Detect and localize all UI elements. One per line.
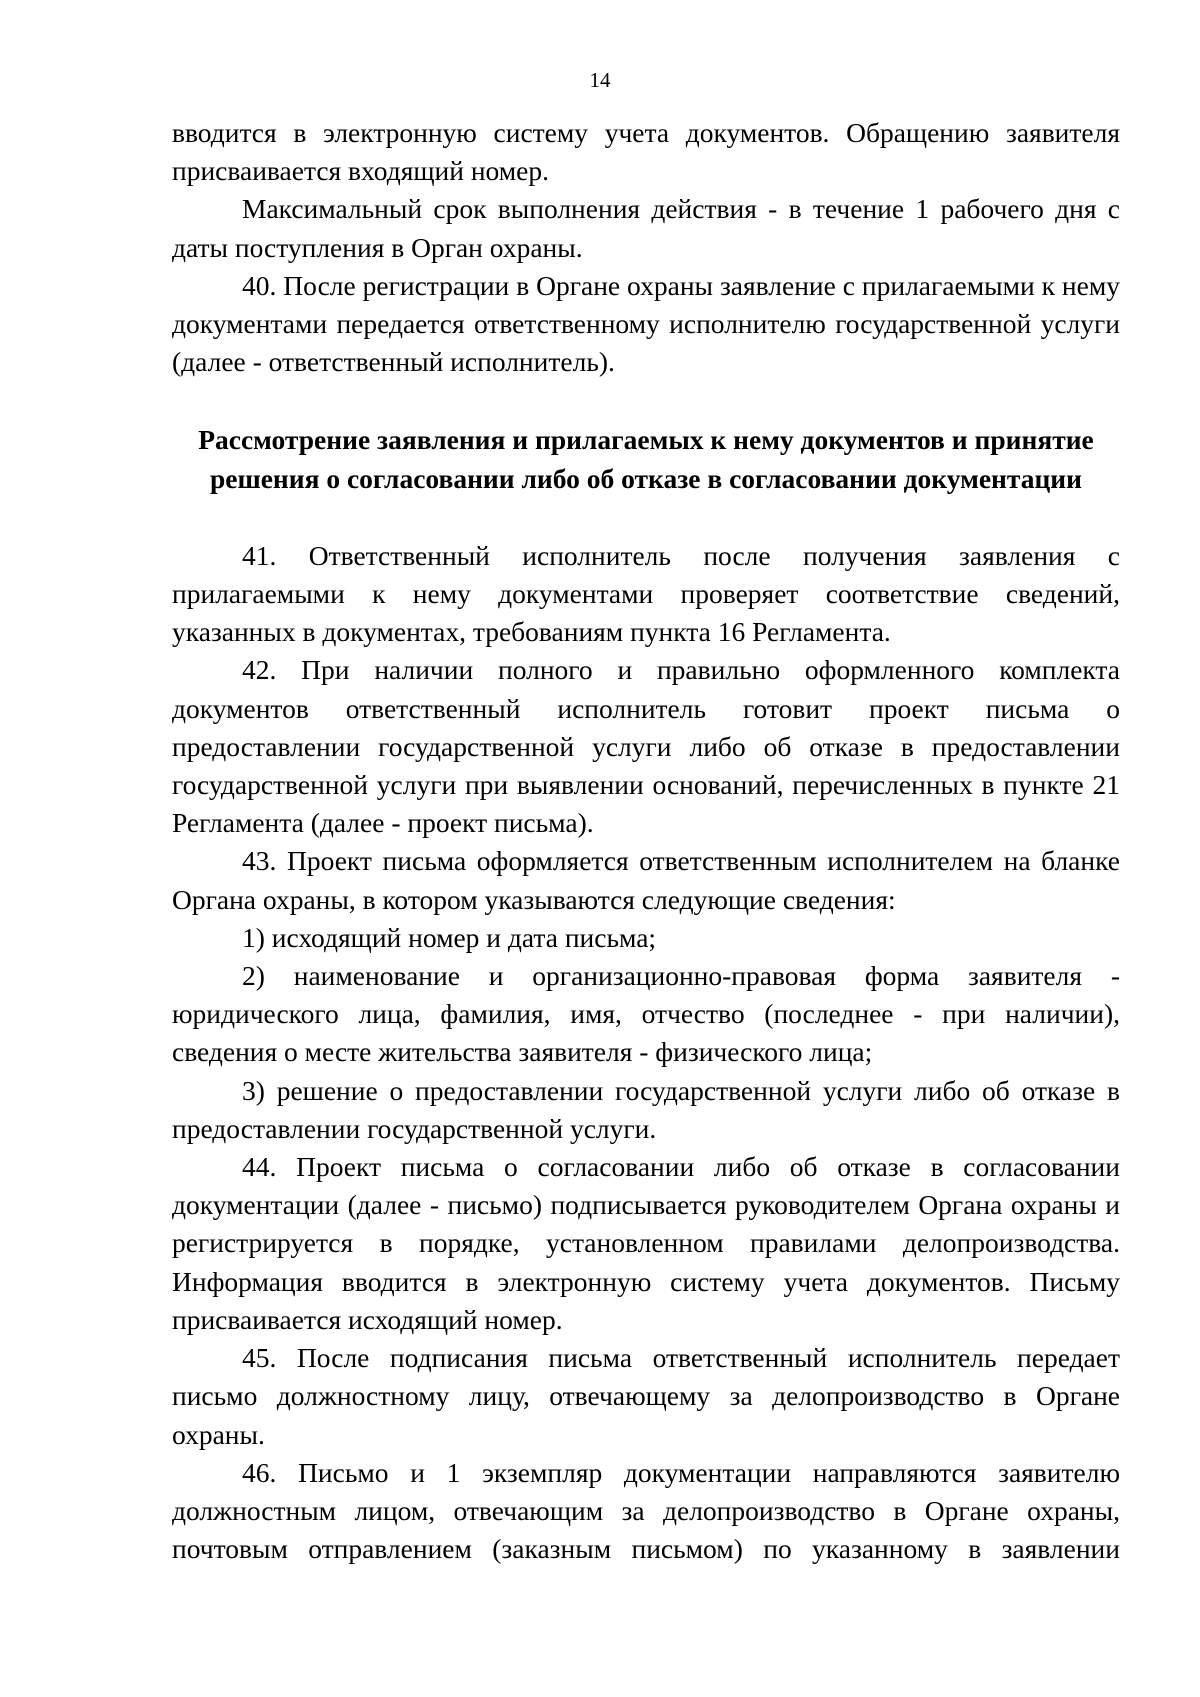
document-body [172, 114, 1120, 1568]
paragraph-43: 43. Проект письма оформляется ответственным исполнителем на бланке Органа охраны, в котором указываются следующие сведения: [172, 845, 1120, 915]
paragraph-46: 46. Письмо и 1 экземпляр документации направляются заявителю должностным лицом, отвечающим за делопроизводство в Органе охраны, почтовым отправлением (заказным письмом) по указанному в заявлении [172, 1456, 1120, 1565]
page-number: 14 [589, 68, 611, 92]
section-heading-line-2: решения о согласовании либо об отказе в согласовании документации [209, 462, 1082, 494]
paragraph-deadline: Максимальный срок выполнения действия - в течение 1 рабочего дня с даты поступления в Орган охраны. [172, 193, 1120, 263]
section-heading [172, 421, 1120, 497]
paragraph-40: 40. После регистрации в Органе охраны заявление с прилагаемыми к нему документами передается ответственному исполнителю государственной услуги (далее - ответственный исполнитель). [172, 269, 1120, 378]
paragraph-continuation: вводится в электронную систему учета документов. Обращению заявителя присваивается входящий номер. [172, 117, 1120, 187]
list-item-3: 3) решение о предоставлении государственной услуги либо об отказе в предоставлении государственной услуги. [172, 1074, 1120, 1144]
list-item-2: 2) наименование и организационно-правовая форма заявителя - юридического лица, фамилия, имя, отчество (последнее - при наличии), сведения о месте жительства заявителя - физического лица; [172, 960, 1120, 1068]
paragraph-44: 44. Проект письма о согласовании либо об отказе в согласовании документации (далее - письмо) подписывается руководителем Органа охраны и регистрируется в порядке, установленном правилами делопроизводства. Информация вводится в электронную систему учета документов. Письму присваивается исходящий номер. [172, 1151, 1120, 1335]
paragraph-41: 41. Ответственный исполнитель после получения заявления с прилагаемыми к нему документами проверяет соответствие сведений, указанных в документах, требованиям пункта 16 Регламента. [172, 539, 1120, 648]
section-heading-line-1: Рассмотрение заявления и прилагаемых к нему документов и принятие [198, 424, 1094, 456]
list-item-1: 1) исходящий номер и дата письма; [242, 921, 657, 953]
paragraph-42: 42. При наличии полного и правильно оформленного комплекта документов ответственный исполнитель готовит проект письма о предоставлении государственной услуги либо об отказе в предоставлении государственной услуги при выявлении оснований, перечисленных в пункте 21 Регламента (далее - проект письма). [172, 654, 1120, 839]
paragraph-45: 45. После подписания письма ответственный исполнитель передает письмо должностному лицу, отвечающему за делопроизводство в Органе охраны. [172, 1342, 1120, 1450]
